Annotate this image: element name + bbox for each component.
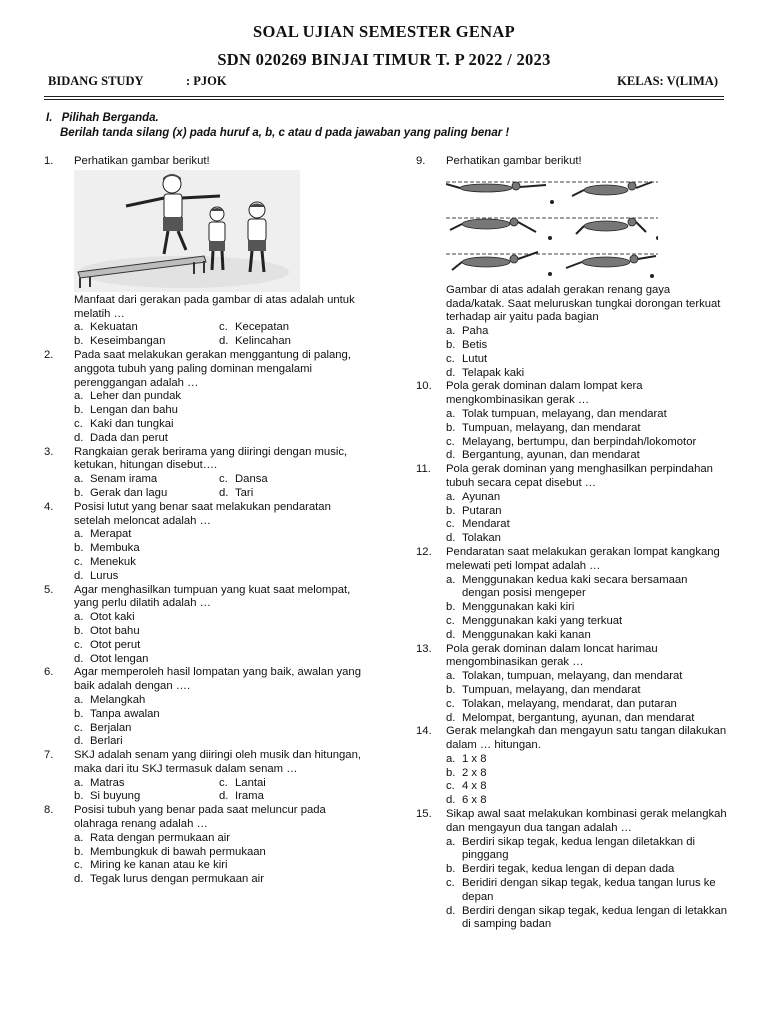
option-a[interactable] [446,491,728,505]
question-number: 9. [416,155,426,167]
option-letter: b. [74,335,84,348]
option-text: Menggunakan kaki yang terkuat [462,614,623,627]
option-letter: c. [219,473,228,486]
option-text: Berdiri tegak, kedua lengan di depan dada [462,863,675,876]
option-c[interactable] [446,353,728,367]
option-letter: c. [446,697,455,710]
question-number: 5. [44,583,54,596]
answer-options [446,325,728,380]
option-a[interactable] [446,325,728,339]
option-letter: d. [219,335,229,348]
subject-label: BIDANG STUDY [48,74,144,88]
option-letter: c. [74,721,83,734]
option-d[interactable] [446,367,728,381]
question-8 [44,804,364,887]
option-letter: a. [446,407,456,420]
header-divider-bottom [44,99,724,100]
question-text: Pola gerak dominan dalam lompat kera mengkombinasikan gerak … [446,380,643,407]
question-12 [416,546,728,643]
option-text: Miring ke kanan atau ke kiri [90,859,228,872]
option-text: Beridiri dengan sikap tegak, kedua tangan lurus ke depan [462,877,716,903]
option-a[interactable] [74,390,364,404]
question-3 [44,446,364,501]
option-text: 6 x 8 [462,794,487,807]
option-d[interactable] [219,790,364,804]
option-d[interactable] [446,794,728,808]
question-text: Sikap awal saat melakukan kombinasi gerak melangkah dan mengayun dua tangan adalah … [446,808,727,834]
option-a[interactable] [74,611,364,625]
option-text: Berjalan [90,721,132,734]
option-text: Matras [90,776,125,789]
class-label: KELAS: V(LIMA) [617,74,718,88]
option-text: Tolakan [462,532,501,545]
option-a[interactable] [74,473,219,487]
subject-value: : PJOK [186,74,227,88]
option-text: Irama [235,790,264,803]
option-text: Berlari [90,735,123,748]
question-number: 1. [44,155,54,167]
option-text: Lurus [90,569,119,582]
option-letter: d. [74,873,84,886]
question-number: 11. [416,463,431,476]
option-letter: c. [446,877,455,890]
option-letter: d. [74,431,84,444]
question-number: 6. [44,666,54,679]
option-d[interactable] [219,335,364,349]
option-b[interactable] [446,767,728,781]
option-text: Melayang, bertumpu, dan berpindah/lokomotor [462,435,697,448]
option-letter: a. [74,528,84,541]
option-text: Merapat [90,528,132,541]
question-4 [44,501,364,584]
option-d[interactable] [74,570,364,584]
option-letter: b. [446,863,456,876]
option-a[interactable] [446,836,728,864]
option-text: Membuka [90,542,140,555]
option-a[interactable] [74,321,219,335]
option-letter: b. [74,624,84,637]
option-text: Berdiri dengan sikap tegak, kedua lengan di letakkan di samping badan [462,904,728,931]
option-text: Bergantung, ayunan, dan mendarat [462,449,640,462]
option-a[interactable] [74,528,364,542]
option-c[interactable] [74,859,364,873]
balance-beam-illustration [74,170,300,292]
section-number: I. [46,112,53,124]
section-instruction: Berilah tanda silang (x) pada huruf a, b, c atau d pada jawaban yang paling benar ! [60,127,510,139]
option-text: Tanpa awalan [90,707,160,720]
question-text: Gerak melangkah dan mengayun satu tangan dilakukan dalam … hitungan. [446,725,727,752]
option-d[interactable] [74,873,364,887]
answer-options [74,390,364,445]
option-text: Lengan dan bahu [90,404,178,417]
question-text: Posisi lutut yang benar saat melakukan pendaratan setelah meloncat adalah … [74,500,331,527]
option-letter: a. [446,752,456,765]
option-text: Menggunakan kaki kanan [462,628,591,641]
question-number: 12. [416,545,432,558]
option-text: Telapak kaki [462,366,525,379]
option-a[interactable] [74,832,364,846]
option-b[interactable] [74,708,364,722]
option-letter: c. [446,780,455,793]
breaststroke-icon [446,172,658,282]
option-letter: d. [446,366,456,379]
question-text: Posisi tubuh yang benar pada saat meluncur pada olahraga renang adalah … [74,804,326,831]
option-letter: a. [74,693,84,706]
question-13 [416,643,728,726]
option-text: Lutut [462,352,488,365]
option-text: Melangkah [90,693,146,706]
option-b[interactable] [74,625,364,639]
answer-options [74,832,364,887]
question-number: 3. [44,445,54,458]
option-text: Tumpuan, melayang, dan mendarat [462,683,641,696]
answer-options [74,473,364,501]
option-letter: a. [74,831,84,844]
answer-options [446,836,728,933]
question-11 [416,463,728,546]
option-b[interactable] [446,684,728,698]
question-number: 14. [416,725,432,738]
option-letter: c. [74,859,83,872]
option-d[interactable] [74,432,364,446]
option-b[interactable] [446,422,728,436]
option-letter: b. [74,486,84,499]
question-text-continued: Gambar di atas adalah gerakan renang gaya dada/katak. Saat meluruskan tungkai dorongan terkuat terhadap air yaitu pada bagian [446,283,721,324]
option-letter: b. [74,404,84,417]
option-c[interactable] [219,473,364,487]
question-text: Pada saat melakukan gerakan menggantung di palang, anggota tubuh yang paling dominan mengalami perenggangan adalah … [74,348,351,389]
option-c[interactable] [74,722,364,736]
option-d[interactable] [446,629,728,643]
option-text: Menggunakan kaki kiri [462,601,575,614]
balance-beam-icon [74,170,300,292]
option-d[interactable] [446,905,728,933]
question-5 [44,584,364,667]
answer-options [446,491,728,546]
option-letter: c. [74,417,83,430]
option-text: Leher dan pundak [90,390,182,403]
option-text: Tolakan, tumpuan, melayang, dan mendarat [462,670,683,683]
question-number: 8. [44,804,54,817]
option-text: Senam irama [90,473,158,486]
option-text: Tari [235,486,254,499]
option-text: Dansa [235,473,268,486]
answer-options [446,574,728,643]
option-letter: a. [74,776,84,789]
question-text: Perhatikan gambar berikut! [74,155,210,167]
answer-options [74,321,364,349]
option-text: Tolakan, melayang, mendarat, dan putaran [462,697,677,710]
answer-options [446,408,728,463]
option-text: Kekuatan [90,321,138,334]
school-year-title: SDN 020269 BINJAI TIMUR T. P 2022 / 2023 [217,50,551,69]
option-c[interactable] [74,639,364,653]
option-c[interactable] [446,698,728,712]
option-text: Mendarat [462,518,510,531]
option-a[interactable] [74,777,219,791]
answer-options [446,753,728,808]
option-letter: d. [446,628,456,641]
option-letter: b. [446,601,456,614]
option-text: Lantai [235,776,266,789]
option-letter: c. [446,352,455,365]
option-letter: a. [446,835,456,848]
option-a[interactable] [446,408,728,422]
option-letter: c. [219,776,228,789]
option-letter: d. [446,532,456,545]
option-letter: d. [446,794,456,807]
question-text: Agar menghasilkan tumpuan yang kuat saat melompat, yang perlu dilatih adalah … [74,583,351,610]
option-c[interactable] [446,877,728,905]
option-c[interactable] [219,321,364,335]
header-divider-top [44,96,724,97]
option-letter: b. [74,542,84,555]
section-title: Pilihah Berganda. [61,112,159,124]
answer-options [446,670,728,725]
answer-options [74,694,364,749]
option-text: Kaki dan tungkai [90,417,174,430]
option-letter: b. [74,707,84,720]
option-c[interactable] [446,780,728,794]
option-text: Menggunakan kedua kaki secara bersamaan dengan posisi mengeper [462,573,688,600]
option-letter: a. [74,473,84,486]
option-b[interactable] [446,339,728,353]
left-question-column [44,155,364,887]
option-c[interactable] [74,418,364,432]
question-7 [44,749,364,804]
question-text: Pendaratan saat melakukan gerakan lompat kangkang melewati peti lompat adalah … [446,545,720,572]
question-15 [416,808,728,932]
option-letter: d. [74,652,84,665]
option-letter: b. [74,790,84,803]
option-d[interactable] [74,735,364,749]
option-text: 2 x 8 [462,766,487,779]
section-heading [46,112,159,124]
option-text: Membungkuk di bawah permukaan [90,845,266,858]
option-text: Kecepatan [235,321,290,334]
question-9 [416,155,728,380]
option-text: Dada dan perut [90,431,168,444]
option-text: Tegak lurus dengan permukaan air [90,873,264,886]
option-text: Ayunan [462,490,501,503]
option-letter: b. [74,845,84,858]
option-b[interactable] [74,487,219,501]
question-text-continued: Manfaat dari gerakan pada gambar di atas adalah untuk melatih … [74,293,355,320]
question-10 [416,380,728,463]
option-letter: b. [446,683,456,696]
option-a[interactable] [446,574,728,602]
question-text: Pola gerak dominan dalam loncat harimau mengombinasikan gerak … [446,642,658,669]
question-text: Agar memperoleh hasil lompatan yang baik, awalan yang baik adalah dengan …. [74,666,361,693]
option-d[interactable] [446,712,728,726]
option-text: Melompat, bergantung, ayunan, dan mendarat [462,711,695,724]
option-letter: b. [446,338,456,351]
option-text: Otot kaki [90,611,135,624]
option-letter: d. [219,486,229,499]
option-letter: a. [446,573,456,586]
question-text: Rangkaian gerak berirama yang diiringi dengan music, ketukan, hitungan disebut…. [74,445,348,472]
option-letter: a. [74,611,84,624]
option-a[interactable] [446,670,728,684]
question-text: SKJ adalah senam yang diiringi oleh musik dan hitungan, maka dari itu SKJ termasuk dalam senam … [74,749,361,775]
option-letter: b. [446,766,456,779]
option-letter: b. [446,421,456,434]
option-text: Gerak dan lagu [90,486,168,499]
option-text: 4 x 8 [462,780,487,793]
option-letter: a. [446,670,456,683]
option-text: Keseimbangan [90,335,166,348]
question-6 [44,666,364,749]
option-letter: b. [446,504,456,517]
option-c[interactable] [446,436,728,450]
question-number: 13. [416,642,432,655]
option-text: Otot lengan [90,652,149,665]
option-letter: a. [74,321,84,334]
option-b[interactable] [74,542,364,556]
option-d[interactable] [446,532,728,546]
question-1 [44,155,364,349]
option-b[interactable] [446,505,728,519]
option-letter: c. [74,555,83,568]
option-c[interactable] [219,777,364,791]
option-b[interactable] [446,863,728,877]
question-text: Perhatikan gambar berikut! [446,155,582,167]
option-text: Berdiri sikap tegak, kedua lengan diletakkan di pinggang [462,835,695,862]
option-text: Putaran [462,504,502,517]
option-text: 1 x 8 [462,752,487,765]
option-text: Kelincahan [235,335,291,348]
option-b[interactable] [74,335,219,349]
option-text: Rata dengan permukaan air [90,831,231,844]
option-text: Menekuk [90,555,136,568]
option-b[interactable] [74,846,364,860]
question-number: 2. [44,348,54,361]
option-letter: a. [74,390,84,403]
option-letter: a. [446,325,456,338]
option-letter: d. [446,904,456,917]
option-b[interactable] [74,790,219,804]
option-text: Otot bahu [90,624,140,637]
answer-options [74,611,364,666]
question-number: 15. [416,808,432,821]
option-c[interactable] [74,556,364,570]
swimming-illustration [446,172,658,282]
right-question-column [416,155,728,932]
option-letter: c. [219,321,228,334]
option-b[interactable] [74,404,364,418]
question-number: 7. [44,749,54,762]
option-d[interactable] [446,449,728,463]
option-text: Tumpuan, melayang, dan mendarat [462,421,641,434]
question-2 [44,349,364,446]
option-a[interactable] [74,694,364,708]
question-number: 4. [44,500,54,513]
option-letter: c. [446,614,455,627]
option-letter: d. [74,735,84,748]
exam-title: SOAL UJIAN SEMESTER GENAP [253,22,515,41]
option-letter: c. [446,518,455,531]
option-letter: c. [74,638,83,651]
answer-options [74,777,364,805]
option-b[interactable] [446,601,728,615]
question-text: Pola gerak dominan yang menghasilkan perpindahan tubuh secara cepat disebut … [446,463,713,489]
option-letter: d. [74,569,84,582]
option-letter: a. [446,490,456,503]
option-a[interactable] [446,753,728,767]
answer-options [74,528,364,583]
question-number: 10. [416,380,432,393]
option-c[interactable] [446,518,728,532]
option-d[interactable] [219,487,364,501]
question-14 [416,725,728,808]
option-text: Otot perut [90,638,141,651]
option-letter: c. [446,435,455,448]
option-text: Betis [462,338,488,351]
option-letter: d. [219,790,229,803]
option-letter: d. [446,449,456,462]
option-text: Si buyung [90,790,141,803]
option-c[interactable] [446,615,728,629]
option-d[interactable] [74,653,364,667]
option-text: Paha [462,325,489,338]
option-letter: d. [446,711,456,724]
option-text: Tolak tumpuan, melayang, dan mendarat [462,407,667,420]
